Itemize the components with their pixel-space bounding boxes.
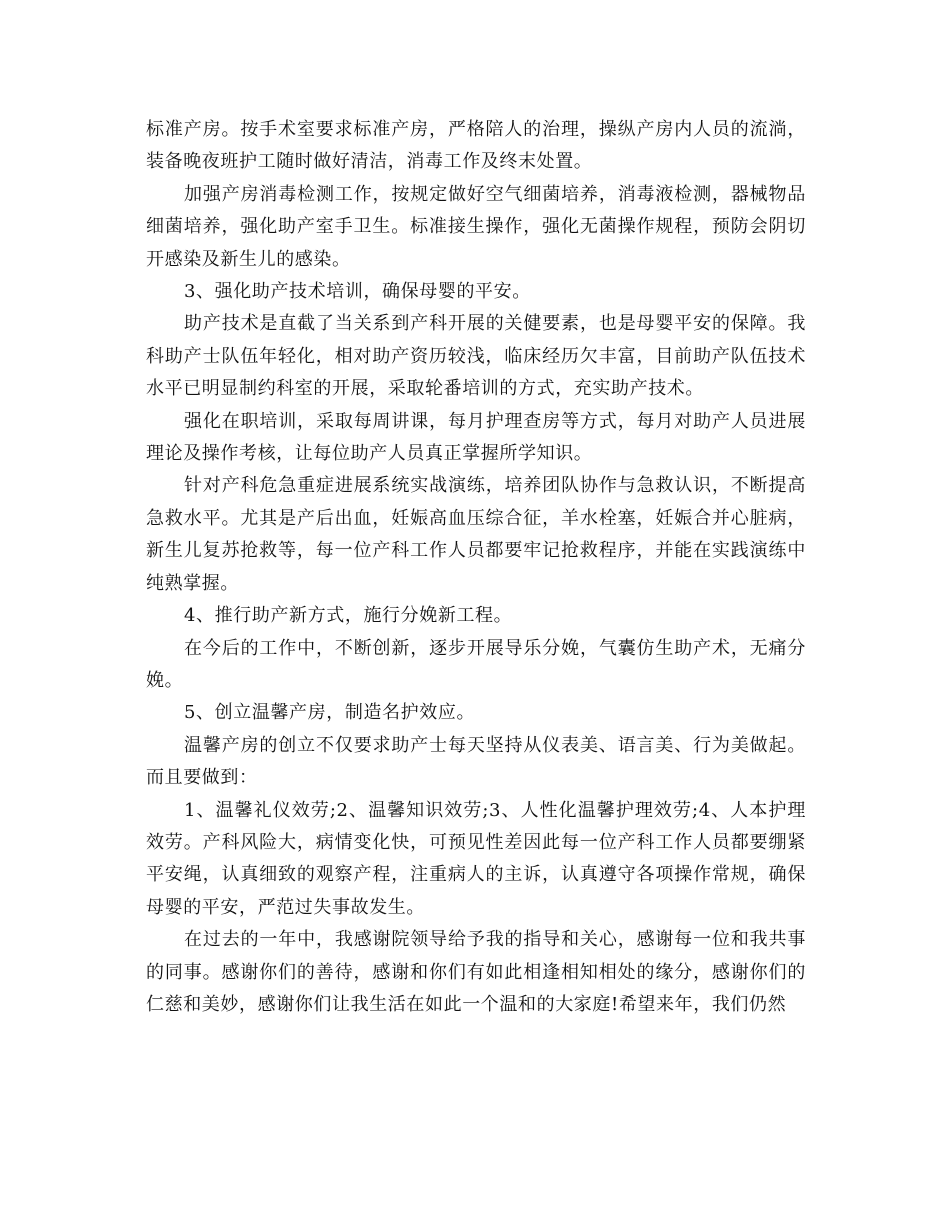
document-body	[146, 114, 806, 1021]
section-heading: 3、强化助产技术培训，确保母婴的平安。	[184, 281, 531, 303]
paragraph: 1、温馨礼仪效劳;2、温馨知识效劳;3、人性化温馨护理效劳;4、人本护理效劳。产科风险大，病情变化快，可预见性差因此每一位产科工作人员都要绷紧平安绳，认真细致的观察产程，注重病人的主诉，认真遵守各项操作常规，确保母婴的平安，严范过失事故发生。	[146, 799, 806, 918]
section-heading: 5、创立温馨产房，制造名护效应。	[184, 702, 476, 724]
paragraph: 在过去的一年中，我感谢院领导给予我的指导和关心，感谢每一位和我共事的同事。感谢你们的善待，感谢和你们有如此相逢相知相处的缘分，感谢你们的仁慈和美妙，感谢你们让我生活在如此一个温和的大家庭!希望来年，我们仍然	[146, 929, 806, 1015]
paragraph: 加强产房消毒检测工作，按规定做好空气细菌培养，消毒液检测，器械物品细菌培养，强化助产室手卫生。标准接生操作，强化无菌操作规程，预防会阴切开感染及新生儿的感染。	[146, 183, 806, 270]
section-heading: 4、推行助产新方式，施行分娩新工程。	[184, 605, 513, 627]
paragraph: 温馨产房的创立不仅要求助产士每天坚持从仪表美、语言美、行为美做起。而且要做到：	[146, 734, 806, 789]
paragraph: 助产技术是直截了当关系到产科开展的关健要素，也是母婴平安的保障。我科助产士队伍年轻化，相对助产资历较浅，临床经历欠丰富，目前助产队伍技术水平已明显制约科室的开展，采取轮番培训的方式，充实助产技术。	[146, 313, 806, 400]
paragraph: 在今后的工作中，不断创新，逐步开展导乐分娩，气囊仿生助产术，无痛分娩。	[146, 637, 806, 691]
paragraph: 强化在职培训，采取每周讲课，每月护理查房等方式，每月对助产人员进展理论及操作考核，让每位助产人员真正掌握所学知识。	[146, 410, 806, 465]
paragraph: 针对产科危急重症进展系统实战演练，培养团队协作与急救认识，不断提高急救水平。尤其是产后出血，妊娠高血压综合征，羊水栓塞，妊娠合并心脏病，新生儿复苏抢救等，每一位产科工作人员都要牢记抢救程序，并能在实践演练中纯熟掌握。	[146, 475, 806, 594]
paragraph-continuation: 标准产房。按手术室要求标准产房，严格陪人的治理，操纵产房内人员的流淌，装备晚夜班护工随时做好清洁，消毒工作及终末处置。	[146, 119, 806, 173]
